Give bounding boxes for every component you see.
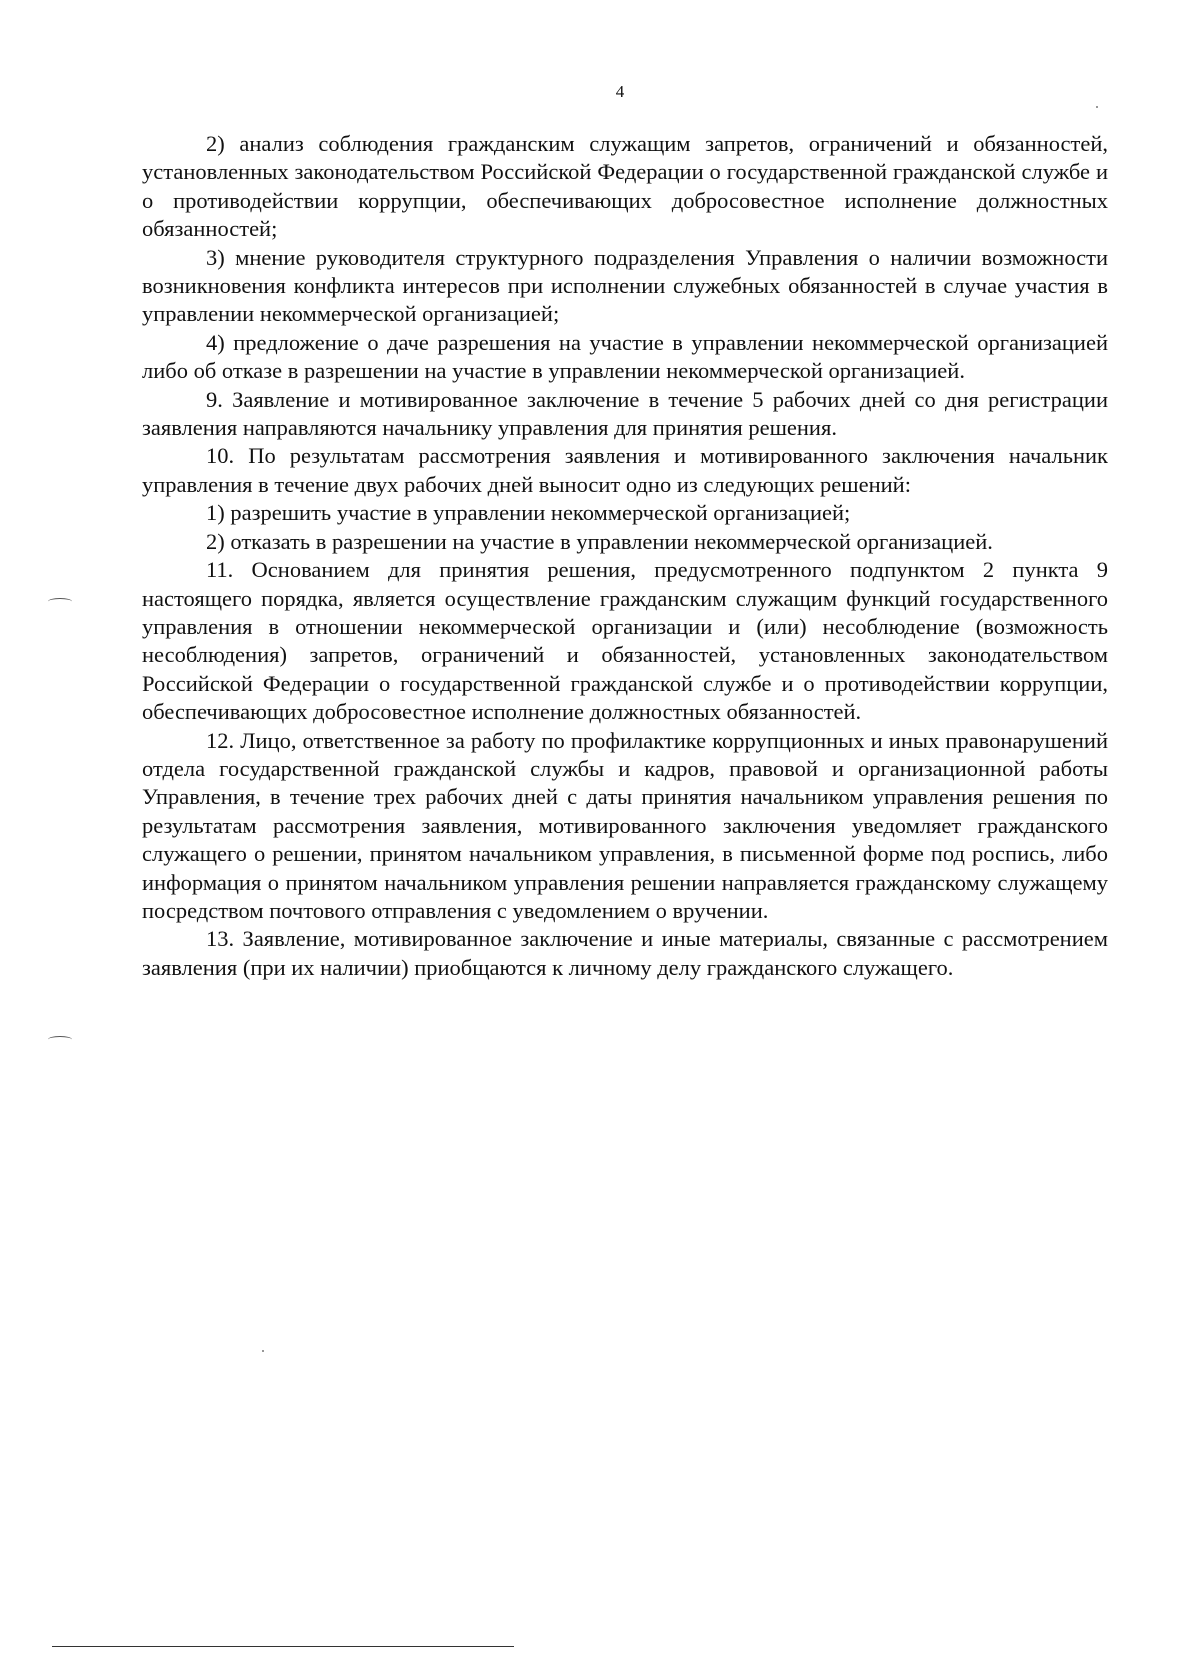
paragraph-10-option-1: 1) разрешить участие в управлении некоммерческой организацией; [206,500,851,526]
paragraph-item-2-analysis: 2) анализ соблюдения гражданским служащим запретов, ограничений и обязанностей, установленных законодательством Российской Федерации о государственной гражданской службе и о противодействии коррупции, обеспечивающих добросовестное исполнение должностных обязанностей; [142,131,1108,242]
scan-artifact-dot [262,1350,264,1352]
document-body [142,130,1108,982]
scan-artifact-mark [48,598,72,605]
page-number: 4 [615,82,625,101]
footer-rule [52,1646,514,1647]
scan-artifact-mark [48,1036,72,1043]
paragraph-11: 11. Основанием для принятия решения, предусмотренного подпунктом 2 пункта 9 настоящего порядка, является осуществление гражданским служащим функций государственного управления в отношении некоммерческой организации и (или) несоблюдение (возможность несоблюдения) запретов, ограничений и обязанностей, установленных законодательством Российской Федерации о государственной гражданской службе и о противодействии коррупции, обеспечивающих добросовестное исполнение должностных обязанностей. [142,557,1108,725]
paragraph-item-3-opinion: 3) мнение руководителя структурного подразделения Управления о наличии возможности возникновения конфликта интересов при исполнении служебных обязанностей в случае участия в управлении некоммерческой организацией; [142,244,1108,327]
paragraph-item-4-proposal: 4) предложение о даче разрешения на участие в управлении некоммерческой организацией либо об отказе в разрешении на участие в управлении некоммерческой организацией. [142,329,1108,384]
paragraph-9: 9. Заявление и мотивированное заключение в течение 5 рабочих дней со дня регистрации заявления направляются начальнику управления для принятия решения. [142,386,1108,441]
paragraph-13: 13. Заявление, мотивированное заключение и иные материалы, связанные с рассмотрением заявления (при их наличии) приобщаются к личному делу гражданского служащего. [142,926,1108,980]
paragraph-10: 10. По результатам рассмотрения заявления и мотивированного заключения начальник управления в течение двух рабочих дней выносит одно из следующих решений: [142,443,1108,497]
paragraph-10-option-2: 2) отказать в разрешении на участие в управлении некоммерческой организацией. [206,528,993,554]
paragraph-12: 12. Лицо, ответственное за работу по профилактике коррупционных и иных правонарушений отдела государственной гражданской службы и кадров, правовой и организационной работы Управления, в течение трех рабочих дней с даты принятия начальником управления решения по результатам рассмотрения заявления, мотивированного заключения уведомляет гражданского служащего о решении, принятом начальником управления, в письменной форме под роспись, либо информация о принятом начальником управления решении направляется гражданскому служащему посредством почтового отправления с уведомлением о вручении. [142,727,1108,923]
scan-artifact-dot [1096,106,1098,108]
